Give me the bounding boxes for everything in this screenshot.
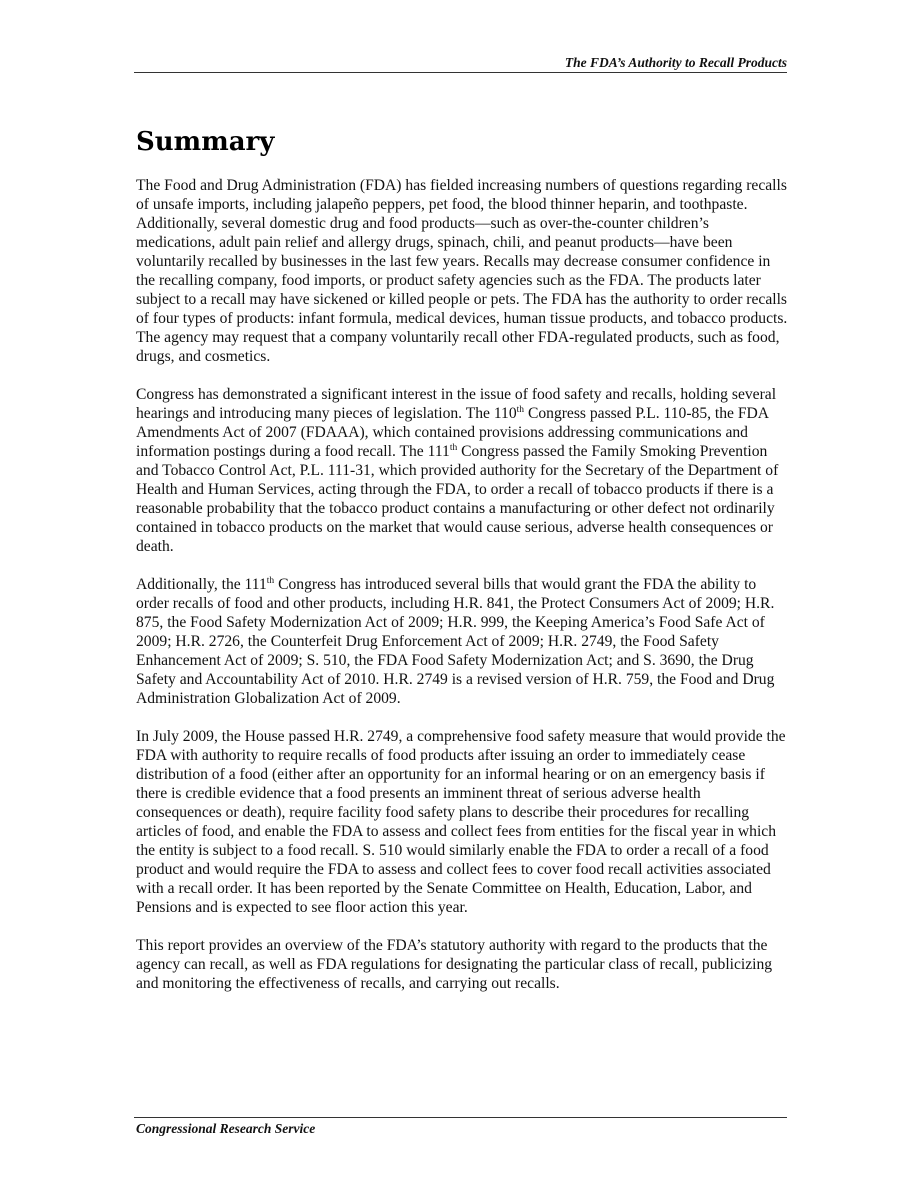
summary-body bbox=[136, 176, 788, 1012]
ordinal-suffix: th bbox=[449, 443, 458, 453]
footer-rule bbox=[134, 1117, 787, 1118]
paragraph-text: Congress has introduced several bills that would grant the FDA the ability to order recalls of food and other products, including H.R. 841, the Protect Consumers Act of 2009; H.R. 875, the Food Safety Modernization Act of 2009; H.R. 999, the Keeping America’s Food Safe Act of 2009; H.R. 2726, the Counterfeit Drug Enforcement Act of 2009; H.R. 2749, the Food Safety Enhancement Act of 2009; S. 510, the FDA Food Safety Modernization Act; and S. 3690, the Drug Safety and Accountability Act of 2010. H.R. 2749 is a revised version of H.R. 759, the Food and Drug Administration Globalization Act of 2009. bbox=[136, 576, 775, 707]
paragraph-text: Congress passed the Family Smoking Prevention and Tobacco Control Act, P.L. 111-31, which provided authority for the Secretary of the Department of Health and Human Services, acting through the FDA, to order a recall of tobacco products if there is a reasonable probability that the tobacco product contains a manufacturing or other defect not ordinarily contained in tobacco products on the market that would cause serious, adverse health consequences or death. bbox=[136, 443, 779, 555]
ordinal-suffix: th bbox=[266, 576, 275, 586]
paragraph-text: This report provides an overview of the FDA’s statutory authority with regard to the products that the agency can recall, as well as FDA regulations for designating the particular class of recall, publicizing and monitoring the effectiveness of recalls, and carrying out recalls. bbox=[136, 937, 773, 992]
summary-paragraph bbox=[136, 575, 788, 708]
summary-paragraph bbox=[136, 727, 788, 917]
paragraph-text: Congress passed P.L. 110-85, the FDA Amendments Act of 2007 (FDAAA), which contained provisions addressing communications and information postings during a food recall. The 111 bbox=[136, 405, 769, 460]
running-header: The FDA’s Authority to Recall Products bbox=[564, 55, 787, 70]
summary-paragraph bbox=[136, 936, 788, 993]
paragraph-text: Congress has demonstrated a significant interest in the issue of food safety and recalls, holding several hearings and introducing many pieces of legislation. The 110 bbox=[136, 386, 777, 422]
paragraph-text: The Food and Drug Administration (FDA) has fielded increasing numbers of questions regarding recalls of unsafe imports, including jalapeño peppers, pet food, the blood thinner heparin, and toothpaste. Additionally, several domestic drug and food products—such as over-the-counter children’s medications, adult pain relief and allergy drugs, spinach, chili, and peanut products—have been voluntarily recalled by businesses in the last few years. Recalls may decrease consumer confidence in the recalling company, food imports, or product safety agencies such as the FDA. The products later subject to a recall may have sickened or killed people or pets. The FDA has the authority to order recalls of four types of products: infant formula, medical devices, human tissue products, and tobacco products. The agency may request that a company voluntarily recall other FDA-regulated products, such as food, drugs, and cosmetics. bbox=[136, 177, 788, 365]
summary-paragraph bbox=[136, 385, 788, 556]
summary-heading: Summary bbox=[136, 127, 275, 157]
paragraph-text: Additionally, the 111 bbox=[136, 576, 267, 593]
running-footer: Congressional Research Service bbox=[136, 1121, 316, 1136]
summary-paragraph bbox=[136, 176, 788, 366]
ordinal-suffix: th bbox=[516, 405, 525, 415]
paragraph-text: In July 2009, the House passed H.R. 2749, a comprehensive food safety measure that would provide the FDA with authority to require recalls of food products after issuing an order to immediately cease distribution of a food (either after an opportunity for an informal hearing or on an emergency basis if there is credible evidence that a food presents an imminent threat of serious adverse health consequences or death), require facility food safety plans to describe their procedures for recalling articles of food, and enable the FDA to assess and collect fees from entities for the fiscal year in which the entity is subject to a food recall. S. 510 would similarly enable the FDA to order a recall of a food product and would require the FDA to assess and collect fees to cover food recall activities associated with a recall order. It has been reported by the Senate Committee on Health, Education, Labor, and Pensions and is expected to see floor action this year. bbox=[136, 728, 786, 916]
header-rule bbox=[134, 72, 787, 73]
